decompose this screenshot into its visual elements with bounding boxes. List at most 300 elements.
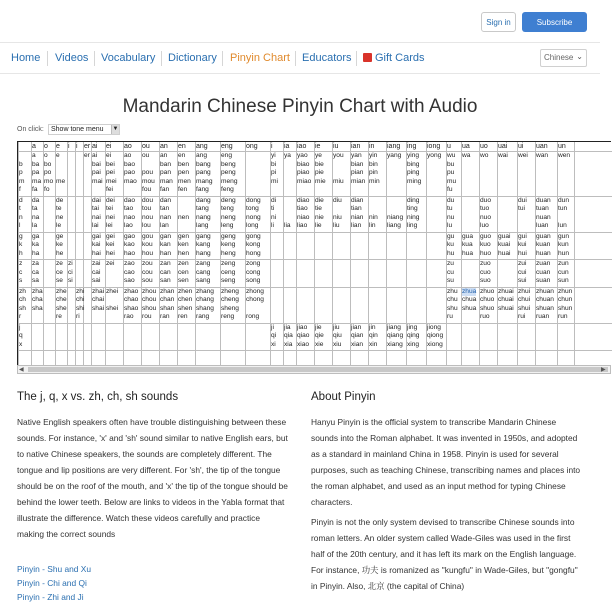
syllable-cell[interactable]: zang — [196, 260, 211, 267]
syllable-cell[interactable]: ding — [407, 196, 420, 204]
syllable-cell[interactable]: fu — [447, 186, 453, 193]
syllable-cell[interactable]: nei — [106, 213, 115, 221]
syllable-cell[interactable]: xiang — [387, 340, 403, 348]
syllable-cell[interactable]: hong — [246, 249, 261, 257]
syllable-cell[interactable]: seng — [221, 277, 236, 284]
syllable-cell[interactable]: xi — [271, 340, 276, 348]
syllable-cell[interactable]: sa — [32, 277, 39, 284]
syllable-cell[interactable]: ta — [32, 205, 38, 212]
syllable-cell[interactable]: cai — [92, 268, 101, 276]
syllable-cell[interactable]: sou — [142, 277, 153, 284]
syllable-cell[interactable]: qing — [407, 332, 420, 339]
syllable-cell[interactable]: cui — [518, 268, 527, 276]
syllable-cell[interactable]: gui — [518, 232, 527, 240]
syllable-cell[interactable]: hua — [462, 249, 474, 257]
syllable-cell[interactable]: bo — [44, 160, 52, 168]
syllable-cell[interactable]: ka — [32, 241, 39, 248]
syllable-cell[interactable]: tun — [558, 205, 568, 212]
syllable-cell[interactable]: ke — [56, 241, 63, 248]
syllable-cell[interactable]: keng — [221, 241, 236, 248]
syllable-cell[interactable]: chao — [124, 296, 139, 303]
syllable-cell[interactable]: o — [44, 152, 48, 159]
syllable-cell[interactable]: cang — [196, 268, 211, 276]
syllable-cell[interactable]: suo — [480, 277, 491, 284]
syllable-cell[interactable]: yin — [369, 152, 378, 159]
syllable-cell[interactable]: duan — [536, 196, 551, 204]
syllable-cell[interactable]: lian — [351, 222, 362, 229]
syllable-cell[interactable]: nen — [178, 213, 190, 221]
syllable-cell[interactable]: fo — [44, 186, 50, 193]
syllable-cell[interactable]: se — [56, 277, 63, 284]
syllable-cell[interactable]: miu — [333, 177, 344, 185]
syllable-cell[interactable]: she — [56, 304, 67, 312]
syllable-cell[interactable]: shui — [518, 304, 531, 312]
syllable-cell[interactable]: qian — [351, 332, 364, 339]
syllable-cell[interactable]: luan — [536, 222, 549, 229]
syllable-cell[interactable]: wen — [558, 152, 571, 159]
syllable-cell[interactable]: geng — [221, 232, 236, 240]
syllable-cell[interactable]: niu — [333, 213, 342, 221]
syllable-cell[interactable]: shen — [178, 304, 193, 312]
syllable-cell[interactable]: e — [56, 152, 60, 159]
syllable-cell[interactable]: qia — [284, 332, 293, 339]
syllable-cell[interactable]: che — [56, 296, 67, 303]
syllable-cell[interactable]: dai — [92, 196, 101, 204]
syllable-cell[interactable]: mei — [106, 177, 117, 185]
syllable-cell[interactable]: he — [56, 249, 64, 257]
syllable-cell[interactable]: cen — [178, 268, 189, 276]
syllable-cell[interactable]: gu — [447, 232, 455, 240]
syllable-cell[interactable]: jiang — [387, 323, 401, 331]
syllable-cell[interactable]: zen — [178, 260, 189, 267]
nav-home[interactable]: Home — [11, 52, 41, 64]
syllable-cell[interactable]: chuai — [498, 296, 514, 303]
syllable-cell[interactable]: nong — [246, 213, 261, 221]
syllable-cell[interactable]: zhuo — [480, 287, 495, 295]
syllable-cell[interactable]: cao — [124, 268, 135, 276]
syllable-cell[interactable]: hen — [178, 249, 190, 257]
syllable-cell[interactable]: ling — [407, 222, 418, 229]
syllable-cell[interactable]: luo — [480, 222, 489, 229]
syllable-cell[interactable]: za — [32, 260, 39, 267]
syllable-cell[interactable]: zhai — [92, 287, 105, 295]
syllable-cell[interactable]: zhen — [178, 287, 193, 295]
syllable-cell[interactable]: ken — [178, 241, 189, 248]
syllable-cell[interactable]: zhao — [124, 287, 139, 295]
syllable-cell[interactable]: tiao — [297, 205, 308, 212]
syllable-cell[interactable]: rui — [518, 313, 526, 320]
syllable-cell[interactable]: wu — [447, 152, 456, 159]
syllable-cell[interactable]: jiong — [427, 323, 441, 331]
syllable-cell[interactable]: zun — [558, 260, 569, 267]
syllable-cell[interactable]: sai — [92, 277, 101, 284]
subscribe-button[interactable]: Subscribe — [522, 12, 587, 32]
syllable-cell[interactable]: ou — [142, 152, 150, 159]
syllable-cell[interactable]: xie — [315, 340, 324, 348]
syllable-cell[interactable]: sao — [124, 277, 135, 284]
syllable-cell[interactable]: bu — [447, 160, 455, 168]
syllable-cell[interactable]: ruan — [536, 313, 550, 320]
syllable-cell[interactable]: pao — [124, 169, 136, 176]
syllable-cell[interactable]: kua — [462, 241, 473, 248]
syllable-cell[interactable]: sen — [178, 277, 189, 284]
syllable-cell[interactable]: xiao — [297, 340, 310, 348]
syllable-cell[interactable]: si — [68, 277, 73, 284]
syllable-cell[interactable]: fang — [196, 186, 209, 193]
syllable-cell[interactable]: gan — [160, 232, 172, 240]
syllable-cell[interactable]: bin — [369, 160, 378, 168]
syllable-cell[interactable]: shi — [76, 304, 85, 312]
syllable-cell[interactable]: san — [160, 277, 171, 284]
syllable-cell[interactable]: ne — [56, 213, 64, 221]
syllable-cell[interactable]: miao — [297, 177, 312, 185]
syllable-cell[interactable]: chou — [142, 296, 157, 303]
syllable-cell[interactable]: xian — [351, 340, 364, 348]
syllable-cell[interactable]: shei — [106, 304, 119, 312]
syllable-cell[interactable]: nu — [447, 213, 455, 221]
syllable-cell[interactable]: zha — [32, 287, 43, 295]
syllable-cell[interactable]: ru — [447, 313, 453, 320]
syllable-cell[interactable]: tai — [92, 205, 99, 212]
syllable-cell[interactable]: du — [447, 196, 455, 204]
syllable-cell[interactable]: liao — [297, 222, 308, 229]
syllable-cell[interactable]: jiu — [333, 323, 340, 331]
syllable-cell[interactable]: zhuai — [498, 287, 514, 295]
syllable-cell[interactable]: shuan — [536, 304, 554, 312]
syllable-cell[interactable]: tu — [447, 205, 453, 212]
syllable-cell[interactable]: biao — [297, 160, 310, 168]
syllable-cell[interactable]: bian — [351, 160, 364, 168]
syllable-cell[interactable]: yang — [387, 152, 402, 159]
syllable-cell[interactable]: shuai — [498, 304, 514, 312]
syllable-cell[interactable]: cha — [32, 296, 43, 303]
syllable-cell[interactable]: qiao — [297, 332, 310, 339]
syllable-cell[interactable]: er — [84, 152, 90, 159]
syllable-cell[interactable]: ga — [32, 232, 40, 240]
syllable-cell[interactable]: pan — [160, 169, 172, 176]
syllable-cell[interactable]: pen — [178, 169, 190, 176]
horizontal-scrollbar[interactable] — [17, 365, 611, 374]
syllable-cell[interactable]: ca — [32, 268, 39, 276]
syllable-cell[interactable]: jia — [284, 323, 291, 331]
syllable-cell[interactable]: kui — [518, 241, 527, 248]
syllable-cell[interactable]: ge — [56, 232, 64, 240]
syllable-cell[interactable]: wo — [480, 152, 489, 159]
syllable-cell[interactable]: ti — [271, 205, 275, 212]
syllable-cell[interactable]: ji — [271, 323, 274, 331]
syllable-cell[interactable]: kong — [246, 241, 261, 248]
syllable-cell[interactable]: bai — [92, 160, 101, 168]
syllable-cell[interactable]: min — [369, 177, 380, 185]
syllable-cell[interactable]: dei — [106, 196, 115, 204]
syllable-cell[interactable]: ce — [56, 268, 63, 276]
syllable-cell[interactable]: zui — [518, 260, 527, 267]
syllable-cell[interactable]: cheng — [221, 296, 239, 303]
syllable-cell[interactable]: zhang — [196, 287, 214, 295]
syllable-cell[interactable]: mo — [44, 177, 54, 185]
syllable-cell[interactable]: pi — [271, 169, 277, 176]
syllable-cell[interactable]: hao — [124, 249, 136, 257]
syllable-cell[interactable]: xing — [407, 340, 420, 348]
syllable-cell[interactable]: me — [56, 177, 66, 185]
syllable-cell[interactable]: sang — [196, 277, 211, 284]
syllable-cell[interactable]: wei — [518, 152, 528, 159]
syllable-cell[interactable]: lia — [284, 222, 291, 229]
syllable-cell[interactable]: su — [447, 277, 454, 284]
syllable-cell[interactable]: shao — [124, 304, 139, 312]
syllable-cell[interactable]: da — [32, 196, 40, 204]
syllable-cell[interactable]: heng — [221, 249, 236, 257]
syllable-cell[interactable]: chua — [462, 296, 477, 303]
syllable-cell[interactable]: jie — [315, 323, 322, 331]
syllable-cell[interactable]: ying — [407, 152, 420, 159]
syllable-cell[interactable]: ku — [447, 241, 454, 248]
syllable-cell[interactable]: ning — [407, 213, 420, 221]
syllable-cell[interactable]: yao — [297, 152, 308, 159]
syllable-cell[interactable]: dang — [196, 196, 211, 204]
syllable-cell[interactable]: mao — [124, 177, 137, 185]
syllable-cell[interactable]: bie — [315, 160, 324, 168]
syllable-cell[interactable]: nuan — [536, 213, 551, 221]
syllable-cell[interactable]: sun — [558, 277, 569, 284]
syllable-cell[interactable]: tuan — [536, 205, 549, 212]
syllable-cell[interactable]: dong — [246, 196, 261, 204]
syllable-cell[interactable]: zei — [106, 260, 115, 267]
syllable-cell[interactable]: zou — [142, 260, 153, 267]
syllable-cell[interactable]: le — [56, 222, 62, 229]
syllable-cell[interactable]: qiang — [387, 332, 404, 339]
sign-in-button[interactable]: Sign in — [481, 12, 516, 32]
syllable-cell[interactable]: chen — [178, 296, 193, 303]
syllable-cell[interactable]: ei — [106, 152, 112, 159]
syllable-cell[interactable]: feng — [221, 186, 234, 193]
syllable-cell[interactable]: xin — [369, 340, 378, 348]
syllable-cell[interactable]: mian — [351, 177, 366, 185]
syllable-cell[interactable]: gun — [558, 232, 570, 240]
syllable-cell[interactable]: chang — [196, 296, 214, 303]
syllable-cell[interactable]: mou — [142, 177, 155, 185]
syllable-cell[interactable]: shai — [92, 304, 105, 312]
syllable-cell[interactable]: kun — [558, 241, 569, 248]
syllable-cell[interactable]: cuo — [480, 268, 491, 276]
syllable-cell[interactable]: neng — [221, 213, 236, 221]
syllable-cell[interactable]: lao — [124, 222, 133, 229]
syllable-cell[interactable]: nie — [315, 213, 324, 221]
syllable-cell[interactable]: nuo — [480, 213, 492, 221]
syllable-cell[interactable]: ci — [68, 268, 73, 276]
syllable-cell[interactable]: chun — [558, 296, 573, 303]
syllable-cell[interactable]: zu — [447, 260, 454, 267]
syllable-cell[interactable]: rang — [196, 313, 210, 320]
syllable-cell[interactable]: qin — [369, 332, 378, 339]
syllable-cell[interactable]: zan — [160, 260, 171, 267]
syllable-cell[interactable]: sha — [32, 304, 43, 312]
syllable-cell[interactable]: ha — [32, 249, 40, 257]
syllable-cell[interactable]: chi — [76, 296, 85, 303]
syllable-cell[interactable]: teng — [221, 205, 234, 212]
syllable-cell[interactable]: rou — [142, 313, 152, 320]
syllable-cell[interactable]: chu — [447, 296, 458, 303]
syllable-cell[interactable]: shuo — [480, 304, 495, 312]
syllable-cell[interactable]: dao — [124, 196, 136, 204]
link-shu-xu[interactable]: Pinyin - Shu and Xu — [17, 564, 92, 574]
syllable-cell[interactable]: po — [44, 169, 52, 176]
syllable-cell[interactable]: reng — [221, 313, 235, 320]
scroll-left-icon[interactable]: ◀ — [19, 367, 24, 373]
syllable-cell[interactable]: yong — [427, 152, 442, 159]
syllable-cell[interactable]: beng — [221, 160, 236, 168]
syllable-cell[interactable]: xiu — [333, 340, 342, 348]
syllable-cell[interactable]: hai — [92, 249, 101, 257]
syllable-cell[interactable]: pin — [369, 169, 378, 176]
syllable-cell[interactable]: zai — [92, 260, 101, 267]
syllable-cell[interactable]: long — [246, 222, 259, 229]
syllable-cell[interactable]: guo — [480, 232, 492, 240]
syllable-cell[interactable]: an — [160, 152, 168, 159]
link-zhi-ji[interactable]: Pinyin - Zhi and Ji — [17, 592, 84, 602]
syllable-cell[interactable]: han — [160, 249, 172, 257]
syllable-cell[interactable]: zhei — [106, 287, 119, 295]
syllable-cell[interactable]: bing — [407, 160, 420, 168]
syllable-cell[interactable]: jin — [369, 323, 376, 331]
syllable-cell[interactable]: rao — [124, 313, 134, 320]
syllable-cell[interactable]: ceng — [221, 268, 236, 276]
syllable-cell[interactable]: chuo — [480, 296, 495, 303]
syllable-cell[interactable]: zhong — [246, 287, 264, 295]
syllable-cell[interactable]: jing — [407, 323, 418, 331]
syllable-cell[interactable]: gang — [196, 232, 211, 240]
syllable-cell[interactable]: fan — [160, 186, 170, 193]
syllable-cell[interactable]: ran — [160, 313, 170, 320]
syllable-cell[interactable]: shua — [462, 304, 477, 312]
syllable-cell[interactable]: kang — [196, 241, 211, 248]
syllable-cell[interactable]: run — [558, 313, 568, 320]
syllable-cell[interactable]: ban — [160, 160, 172, 168]
syllable-cell[interactable]: nan — [160, 213, 172, 221]
syllable-cell[interactable]: kuan — [536, 241, 551, 248]
syllable-cell[interactable]: gua — [462, 232, 474, 240]
syllable-cell[interactable]: shun — [558, 304, 573, 312]
syllable-cell[interactable]: mu — [447, 177, 457, 185]
syllable-cell[interactable]: ri — [76, 313, 80, 320]
nav-pinyin-chart[interactable]: Pinyin Chart — [230, 52, 290, 64]
syllable-cell[interactable]: de — [56, 196, 64, 204]
syllable-cell[interactable]: zhan — [160, 287, 175, 295]
syllable-cell[interactable]: ai — [92, 152, 98, 159]
syllable-cell[interactable]: qie — [315, 332, 324, 339]
syllable-cell[interactable]: mai — [92, 177, 103, 185]
syllable-cell[interactable]: en — [178, 152, 186, 159]
syllable-cell[interactable]: chong — [246, 296, 264, 303]
syllable-cell[interactable]: li — [271, 222, 274, 229]
syllable-cell[interactable]: piao — [297, 169, 310, 176]
syllable-cell[interactable]: pian — [351, 169, 364, 176]
nav-gift-cards[interactable] — [363, 52, 425, 64]
syllable-cell[interactable]: ba — [32, 160, 40, 168]
syllable-cell[interactable]: shan — [160, 304, 175, 312]
syllable-cell[interactable]: tou — [142, 205, 152, 212]
syllable-cell[interactable]: lou — [142, 222, 151, 229]
syllable-cell[interactable]: dui — [518, 196, 527, 204]
syllable-cell[interactable]: tuo — [480, 205, 490, 212]
syllable-cell[interactable]: dan — [160, 196, 172, 204]
syllable-cell[interactable]: nian — [351, 213, 364, 221]
syllable-cell[interactable]: hu — [447, 249, 455, 257]
syllable-cell[interactable]: meng — [221, 177, 238, 185]
syllable-cell[interactable]: tong — [246, 205, 259, 212]
syllable-cell[interactable]: hun — [558, 249, 570, 257]
syllable-cell[interactable]: chan — [160, 296, 175, 303]
syllable-cell[interactable]: sheng — [221, 304, 239, 312]
syllable-cell[interactable]: gei — [106, 232, 115, 240]
syllable-cell[interactable]: duo — [480, 196, 492, 204]
syllable-cell[interactable]: dou — [142, 196, 154, 204]
syllable-cell[interactable]: dun — [558, 196, 570, 204]
syllable-cell[interactable]: cu — [447, 268, 454, 276]
syllable-cell[interactable]: xia — [284, 340, 293, 348]
syllable-cell[interactable]: kei — [106, 241, 115, 248]
syllable-cell[interactable]: gao — [124, 232, 136, 240]
syllable-cell[interactable]: zuo — [480, 260, 491, 267]
syllable-cell[interactable]: te — [56, 205, 62, 212]
syllable-cell[interactable]: zhua — [462, 287, 477, 295]
syllable-cell[interactable]: lan — [160, 222, 169, 229]
syllable-cell[interactable]: pu — [447, 169, 455, 176]
syllable-cell[interactable]: tui — [518, 205, 525, 212]
language-select[interactable] — [540, 49, 587, 67]
syllable-cell[interactable]: ang — [196, 152, 208, 159]
syllable-cell[interactable]: hei — [106, 249, 115, 257]
syllable-cell[interactable]: chui — [518, 296, 531, 303]
syllable-cell[interactable]: tei — [106, 205, 113, 212]
syllable-cell[interactable]: zong — [246, 260, 261, 267]
syllable-cell[interactable]: lang — [196, 222, 209, 229]
syllable-cell[interactable]: zao — [124, 260, 135, 267]
syllable-cell[interactable]: bao — [124, 160, 136, 168]
syllable-cell[interactable]: kou — [142, 241, 153, 248]
syllable-cell[interactable]: man — [160, 177, 173, 185]
syllable-cell[interactable]: men — [178, 177, 191, 185]
syllable-cell[interactable]: chai — [92, 296, 105, 303]
syllable-cell[interactable]: ni — [271, 213, 277, 221]
syllable-cell[interactable]: hui — [518, 249, 527, 257]
syllable-cell[interactable]: cun — [558, 268, 569, 276]
syllable-cell[interactable]: zhu — [447, 287, 458, 295]
syllable-cell[interactable]: kan — [160, 241, 171, 248]
syllable-cell[interactable]: huai — [498, 249, 511, 257]
syllable-cell[interactable]: na — [32, 213, 40, 221]
syllable-cell[interactable]: lin — [369, 222, 376, 229]
syllable-cell[interactable]: huo — [480, 249, 492, 257]
syllable-cell[interactable]: qiu — [333, 332, 342, 339]
syllable-cell[interactable]: ma — [32, 177, 42, 185]
syllable-cell[interactable]: nang — [196, 213, 211, 221]
syllable-cell[interactable]: zhou — [142, 287, 157, 295]
syllable-cell[interactable]: hou — [142, 249, 154, 257]
syllable-cell[interactable]: eng — [221, 152, 233, 159]
syllable-cell[interactable]: pou — [142, 169, 154, 176]
syllable-cell[interactable]: wa — [462, 152, 471, 159]
syllable-cell[interactable]: liu — [333, 222, 340, 229]
syllable-cell[interactable]: kuai — [498, 241, 511, 248]
syllable-cell[interactable]: lun — [558, 222, 567, 229]
syllable-cell[interactable]: leng — [221, 222, 234, 229]
syllable-cell[interactable]: zhun — [558, 287, 573, 295]
syllable-cell[interactable]: a — [32, 152, 36, 159]
syllable-cell[interactable]: tao — [124, 205, 134, 212]
syllable-cell[interactable]: can — [160, 268, 171, 276]
syllable-cell[interactable]: gong — [246, 232, 261, 240]
